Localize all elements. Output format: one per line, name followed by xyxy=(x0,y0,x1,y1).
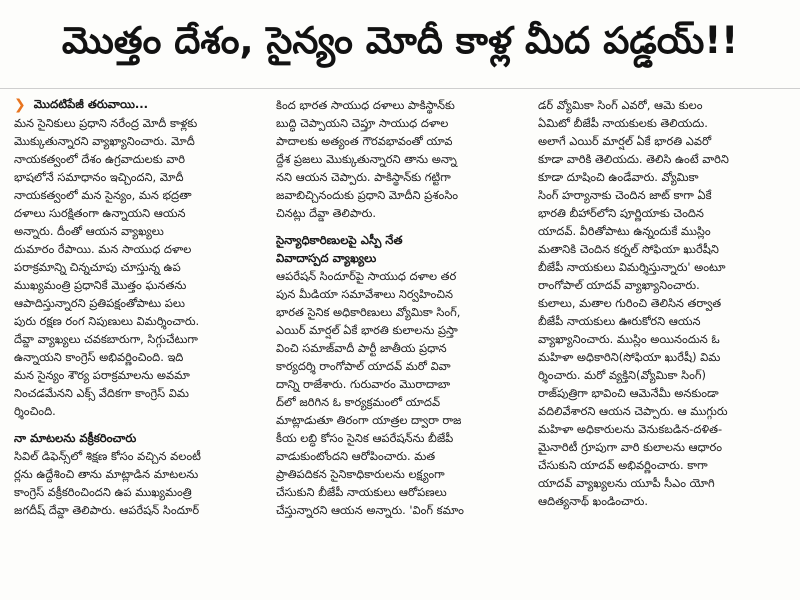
text-line: కూడా వారికి తెలియదు. తెలిసి ఉంటే వారిని xyxy=(538,152,729,166)
kicker-label: మొదటిపేజీ తరువాయి... xyxy=(33,96,149,111)
text-line: కార్యదర్శి రాంగోపాల్ యాదవ్ మరో వివా xyxy=(276,359,451,373)
text-line: కింద భారత సాయుధ దళాలు పాకిస్థాన్‌కు xyxy=(276,98,455,112)
text-line: దుమారం రేపాయి. మన సాయుధ దళాల xyxy=(14,242,192,256)
text-line: డర్ వ్యోమికా సింగ్ ఎవరో, ఆమె కులం xyxy=(538,98,703,112)
text-line: మైనారిటీ గ్రూపుగా వారి కులాలను ఆధారం xyxy=(538,440,723,454)
text-line: సివిల్ డిఫెన్స్‌లో శిక్షణ కోసం వచ్చిన వలంటీ xyxy=(14,449,201,463)
headline-divider xyxy=(0,88,800,89)
subheading: నా మాటలను వక్రీకరించారు xyxy=(14,431,137,445)
text-line: పున మీడియా సమావేశాలు నిర్వహించిన xyxy=(276,287,453,301)
text-line: మహిళా అధికారులను వెనుకబడిన-దళిత- xyxy=(538,422,723,436)
text-line: భాషలోనే సమాధానం ఇచ్చిందని, మోదీ xyxy=(14,170,184,184)
text-line: ద్‌లో జరిగిన ఓ కార్యక్రమంలో యాదవ్ xyxy=(276,395,441,409)
text-line: మాట్లాడుతూ తిరంగా యాత్రల ద్వారా రాజ xyxy=(276,413,462,427)
subheading-line: వివాదాస్పద వ్యాఖ్యలు xyxy=(276,251,377,265)
text-line: మన సైనికులు ప్రధాని నరేంద్ర మోదీ కాళ్లకు xyxy=(14,116,198,130)
text-line: మహిళా అధికారిని(సోఫియా ఖురేషీ) విమ xyxy=(538,350,721,364)
text-line: వదిలివేశారని ఆయన చెప్పారు. ఆ ముగ్గురు xyxy=(538,404,728,418)
text-line: పురు రక్షణ రంగ నిపుణులు విమర్శించారు. xyxy=(14,314,200,328)
text-line: వించి సమాజ్‌వాదీ పార్టీ జాతీయ ప్రధాన xyxy=(276,341,447,355)
text-line: ర్శించింది. xyxy=(14,404,56,418)
text-line: యాదవ్ వ్యాఖ్యలను యూపీ సీఎం యోగి xyxy=(538,476,715,490)
text-line: కూడా దూషించి ఉండేవారు. వ్యోమికా xyxy=(538,170,699,184)
text-line: ర్శించారు. మరో వ్యక్తిని(వ్యోమికా సింగ్) xyxy=(538,368,706,382)
text-line: జగదీష్ దేవ్డా తెలిపారు. ఆపరేషన్ సిందూర్ xyxy=(14,503,200,517)
text-line: పరాక్రమాన్ని చిన్నచూపు చూస్తున్న ఉప xyxy=(14,260,181,274)
text-line: ఆపరేషన్ సిందూర్‌పై సాయుధ దళాల తర xyxy=(276,269,457,283)
text-line: కీయ లబ్ధి కోసం సైనిక ఆపరేషన్‌ను బీజేపీ xyxy=(276,431,454,445)
text-line: జవాబిచ్చినందుకు ప్రధాని మోదీని ప్రశంసిం xyxy=(276,188,459,202)
text-line: ద్దేశ ప్రజలు మొక్కుతున్నారని తాను అన్నా xyxy=(276,152,457,166)
text-line: వ్యాఖ్యానించారు. ముస్లిం అయినందున ఓ xyxy=(538,332,720,346)
text-line: బీజేపీ నాయకులు విమర్శిస్తున్నారు' అంటూ xyxy=(538,260,726,274)
text-line: చినట్లు దేవ్డా తెలిపారు. xyxy=(276,206,376,220)
text-line: రాంగోపాల్ యాదవ్ వ్యాఖ్యానించారు. xyxy=(538,278,700,292)
text-line: బుద్ధి చెప్పాయని చెప్తూ సాయుధ దళాల xyxy=(276,116,449,130)
column-3 xyxy=(538,96,788,594)
headline: మొత్తం దేశం, సైన్యం మోదీ కాళ్ల మీద పడ్డయ్!! xyxy=(61,19,739,62)
text-line: సింగ్ హర్యానాకు చెందిన జాట్ కాగా ఏకే xyxy=(538,188,712,202)
column-1 xyxy=(14,96,264,594)
text-line: పాదాలకు అత్యంత గౌరవభావంతో యావ xyxy=(276,134,453,148)
text-line: మొక్కుతున్నారని వ్యాఖ్యానించారు. మోదీ xyxy=(14,134,195,148)
text-line: నని ఆయన చెప్పారు. పాకిస్థాన్‌కు గట్టిగా xyxy=(276,170,451,184)
text-line: వాడుకుంటోందని ఆరోపించారు. మత xyxy=(276,449,436,463)
text-line: మన సైన్యం శౌర్య పరాక్రమాలను అవమా xyxy=(14,368,190,382)
text-line: రాజ్‌పుత్రిగా భావించి ఆమెనేమీ అనకుండా xyxy=(538,386,719,400)
text-line: చేసుకుని బీజేపీ నాయకులు ఆరోపణలు xyxy=(276,485,447,499)
column-2 xyxy=(276,96,526,594)
text-line: చేస్తున్నారని ఆయన అన్నారు. 'వింగ్ కమాం xyxy=(276,503,464,517)
text-line: ఉన్నాయని కాంగ్రెస్ అభివర్ణించింది. ఇది xyxy=(14,350,184,364)
text-line: ఆదిత్యనాథ్ ఖండించారు. xyxy=(538,494,648,508)
text-line: యాదవ్. వీరితోపాటు ఉన్నందుకే ముస్లిం xyxy=(538,224,711,238)
text-line: ఆపాదిస్తున్నారని ప్రతిపక్షంతోపాటు పలు xyxy=(14,296,185,310)
text-line: ప్రాతిపదికన సైనికాధికారులను లక్ష్యంగా xyxy=(276,467,445,481)
text-line: మతానికి చెందిన కర్నల్ సోఫియా ఖురేషీని xyxy=(538,242,719,256)
text-line: ముఖ్యమంత్రి ప్రధానికే మొత్తం ఘనతను xyxy=(14,278,187,292)
text-line: భారతి బీహార్‌లోని పూర్ణియాకు చెందిన xyxy=(538,206,704,220)
text-line: నాయకత్వంలో మన సైన్యం, మన భద్రతా xyxy=(14,188,192,202)
text-line: ర్లను ఉద్దేశించి తాను మాట్లాడిన మాటలను xyxy=(14,467,199,481)
text-line: నాయకత్వంలో దేశం ఉగ్రవాదులకు వారి xyxy=(14,152,185,166)
text-line: భారత సైనిక అధికారిణులు వ్యోమికా సింగ్, xyxy=(276,305,461,319)
chevron-right-icon: ❯ xyxy=(14,97,26,113)
text-line: ఎయిర్ మార్షల్ ఏకే భారతి కులాలను ప్రస్తా xyxy=(276,323,458,337)
text-line: దేవ్డా వ్యాఖ్యలు చవకబారుగా, సిగ్గుచేటుగా xyxy=(14,332,198,346)
text-line: అలాగే ఎయిర్ మార్షల్ ఏకే భారతి ఎవరో xyxy=(538,134,712,148)
text-line: నించడమేనని ఎక్స్ వేదికగా కాంగ్రెస్ విమ xyxy=(14,386,189,400)
text-line: బీజేపీ నాయకులు ఊరుకోరని ఆయన xyxy=(538,314,701,328)
text-line: దళాలు సురక్షితంగా ఉన్నాయని ఆయన xyxy=(14,206,186,220)
text-line: దాన్ని రాజేశారు. గురువారం మొరాదాబా xyxy=(276,377,451,391)
text-line: అన్నారు. దీంతో ఆయన వ్యాఖ్యలు xyxy=(14,224,164,238)
text-line: ఏమిటో బీజేపీ నాయకులకు తెలియదు. xyxy=(538,116,708,130)
text-line: చేసుకుని యాదవ్ అభివర్ణించారు. కాగా xyxy=(538,458,708,472)
subheading-line: సైన్యాధికారిణులపై ఎస్పీ నేత xyxy=(276,233,403,247)
text-line: కాంగ్రెస్ వక్రీకరించిందని ఉప ముఖ్యమంత్రి xyxy=(14,485,192,499)
text-line: కులాలు, మతాల గురించి తెలిసిన తర్వాత xyxy=(538,296,722,310)
continued-kicker xyxy=(14,96,264,114)
article-body xyxy=(14,96,788,594)
